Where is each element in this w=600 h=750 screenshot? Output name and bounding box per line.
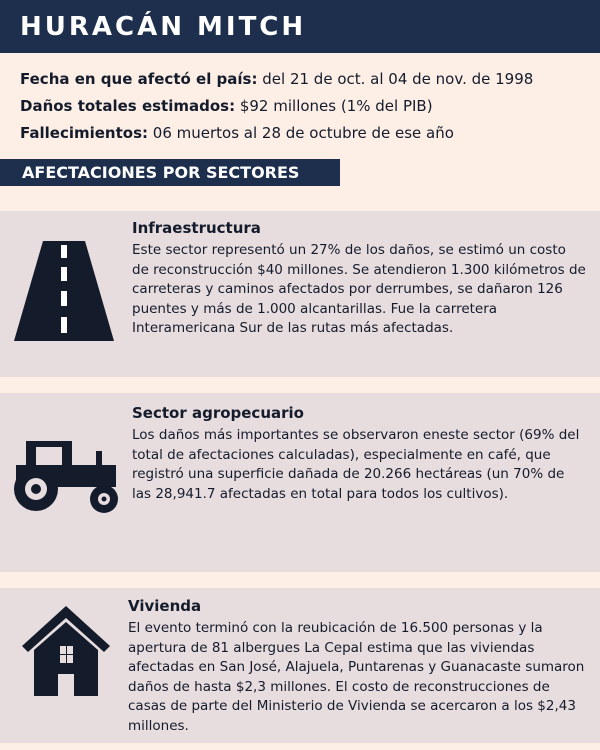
- house-icon: [16, 602, 116, 698]
- card-text: Este sector representó un 27% de los daños, se estimó un costo de reconstrucción $40 millones. Se atendieron 1.300 kilómetros de carreteras y caminos afectados por derrumbes, se dañaron 126 puentes y más de 1.000 alcantarillas. Fue la carretera Interamericana Sur de las rutas más afectadas.: [132, 242, 586, 336]
- fact-label: Fallecimientos:: [20, 124, 149, 142]
- page-title: HURACÁN MITCH: [20, 12, 307, 42]
- fact-value: $92 millones (1% del PIB): [235, 97, 433, 115]
- tractor-icon: [12, 437, 122, 517]
- card-title: Infraestructura: [132, 219, 261, 237]
- header-banner: [0, 0, 600, 53]
- card-agropecuario: [0, 393, 600, 572]
- section-title: AFECTACIONES POR SECTORES: [22, 163, 300, 182]
- card-title: Vivienda: [128, 597, 202, 615]
- road-icon: [12, 239, 116, 343]
- fact-label: Fecha en que afectó el país:: [20, 70, 258, 88]
- facts-list: [20, 66, 590, 147]
- card-text: El evento terminó con la reubicación de 16.500 personas y la apertura de 81 albergues La Cepal estima que las viviendas afectadas en San José, Alajuela, Puntarenas y Guanacaste sumaron daños de hasta $2,3 millones. El costo de reconstrucciones de casas de parte del Ministerio de Vivienda se acercaron a los $2,43 millones.: [128, 620, 585, 734]
- fact-deaths: [20, 120, 590, 147]
- fact-damages: [20, 93, 590, 120]
- section-heading-bar: [0, 159, 340, 186]
- card-vivienda: [0, 588, 600, 743]
- fact-date: [20, 66, 590, 93]
- fact-label: Daños totales estimados:: [20, 97, 236, 115]
- card-text: Los daños más importantes se observaron eneste sector (69% del total de afectaciones calculadas), especialmente en café, que registró una superficie dañada de 20.266 hectáreas (un 70% de las 28,941.7 afectadas en total para todos los cultivos).: [132, 427, 580, 502]
- fact-value: del 21 de oct. al 04 de nov. de 1998: [257, 70, 534, 88]
- fact-value: 06 muertos al 28 de octubre de ese año: [148, 124, 454, 142]
- card-title: Sector agropecuario: [132, 404, 304, 422]
- card-infraestructura: [0, 211, 600, 377]
